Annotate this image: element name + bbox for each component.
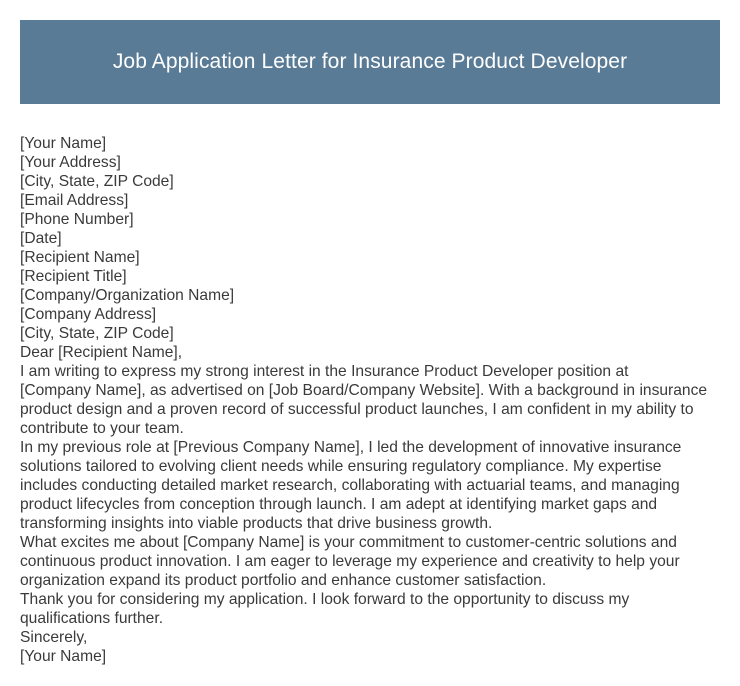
paragraph-line: product design and a proven record of successful product launches, I am confident in my ability to (20, 401, 694, 418)
recipient-name: [Recipient Name] (20, 249, 140, 266)
signature-name: [Your Name] (20, 648, 107, 665)
paragraph-line: organization expand its product portfolio and enhance customer satisfaction. (20, 572, 547, 589)
sender-address: [Your Address] (20, 154, 121, 171)
closing: Sincerely, (20, 629, 88, 646)
paragraph-intro (20, 362, 724, 438)
paragraph-experience (20, 438, 724, 533)
letter-body (20, 134, 724, 666)
sender-email: [Email Address] (20, 192, 129, 209)
paragraph-line: I am writing to express my strong interest in the Insurance Product Developer position at (20, 363, 629, 380)
paragraph-line: includes conducting detailed market research, collaborating with actuarial teams, and managing (20, 477, 680, 494)
recipient-title: [Recipient Title] (20, 268, 127, 285)
salutation: Dear [Recipient Name], (20, 344, 183, 361)
paragraph-line: transforming insights into viable products that drive business growth. (20, 515, 493, 532)
paragraph-line: continuous product innovation. I am eager to leverage my experience and creativity to help your (20, 553, 680, 570)
page-header (20, 20, 720, 104)
letter-date: [Date] (20, 230, 62, 247)
paragraph-line: qualifications further. (20, 610, 164, 627)
recipient-company: [Company/Organization Name] (20, 287, 235, 304)
paragraph-line: Thank you for considering my application. I look forward to the opportunity to discuss my (20, 591, 630, 608)
paragraph-line: [Company Name], as advertised on [Job Board/Company Website]. With a background in insurance (20, 382, 708, 399)
paragraph-motivation (20, 533, 724, 590)
paragraph-line: product lifecycles from conception through launch. I am adept at identifying market gaps and (20, 496, 658, 513)
paragraph-thanks (20, 590, 724, 628)
paragraph-line: In my previous role at [Previous Company Name], I led the development of innovative insurance (20, 439, 682, 456)
recipient-address: [Company Address] (20, 306, 157, 323)
page-title: Job Application Letter for Insurance Product Developer (112, 50, 628, 73)
sender-name: [Your Name] (20, 135, 107, 152)
paragraph-line: contribute to your team. (20, 420, 184, 437)
paragraph-line: What excites me about [Company Name] is your commitment to customer-centric solutions and (20, 534, 677, 551)
paragraph-line: solutions tailored to evolving client needs while ensuring regulatory compliance. My expertise (20, 458, 662, 475)
recipient-city-state-zip: [City, State, ZIP Code] (20, 325, 174, 342)
sender-city-state-zip: [City, State, ZIP Code] (20, 173, 174, 190)
sender-phone: [Phone Number] (20, 211, 134, 228)
